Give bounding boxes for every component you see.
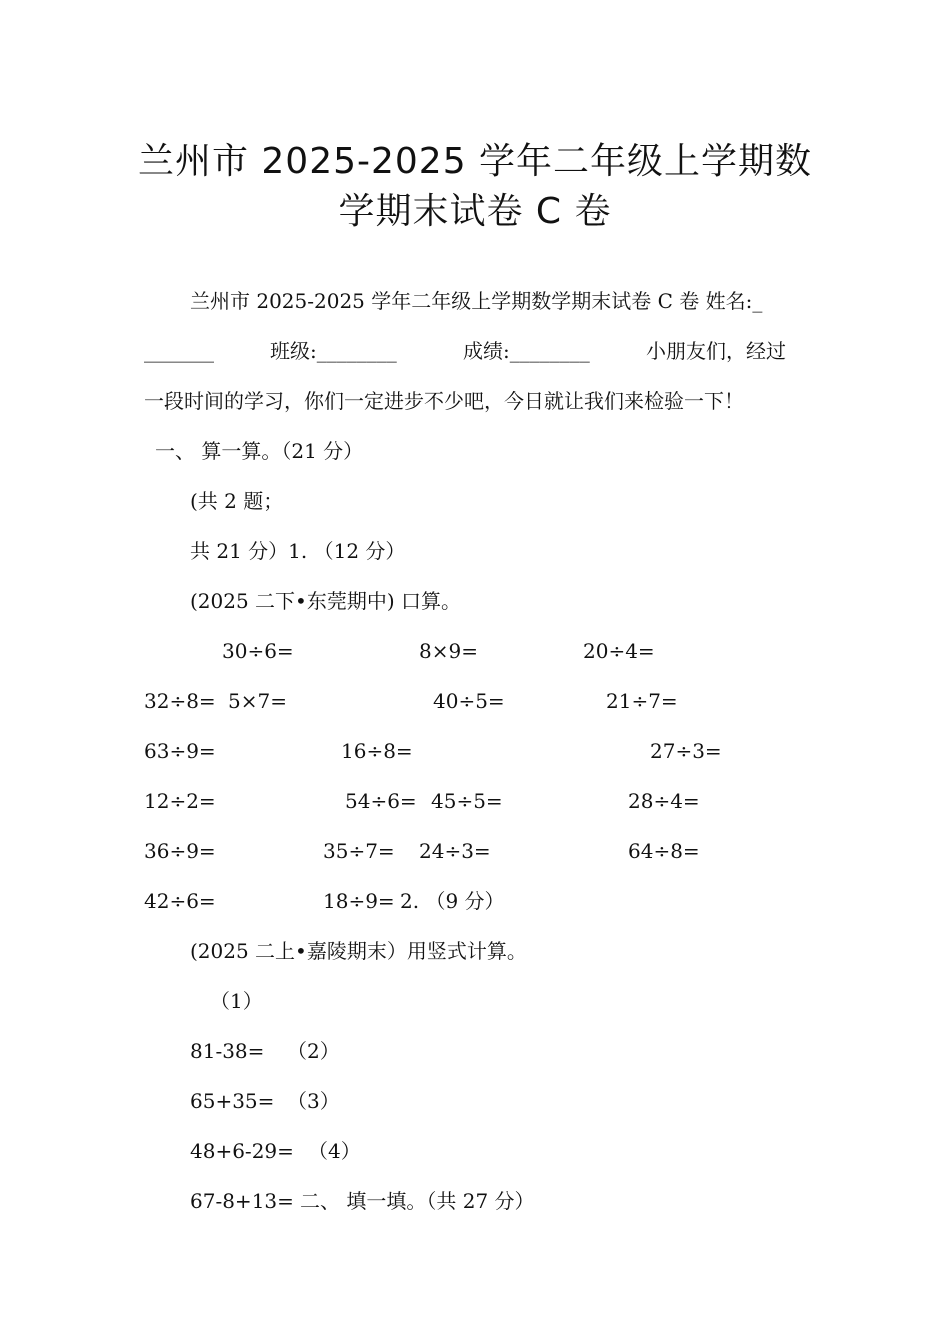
section1-heading: 一、 算一算。（21 分） [155, 439, 364, 463]
score-field: 成绩:________ [463, 339, 590, 363]
section1-meta-2: 共 21 分）1. （12 分） [190, 539, 406, 563]
oral-problem: 8×9= [419, 639, 478, 663]
oral-problem: 45÷5= [431, 789, 503, 813]
intro-text-part1: 小朋友们，经过 [646, 339, 786, 363]
oral-problem: 63÷9= [144, 739, 216, 763]
name-blank: _______ [144, 339, 214, 363]
oral-problem: 12÷2= [144, 789, 216, 813]
oral-problem: 21÷7= [606, 689, 678, 713]
oral-problem: 36÷9= [144, 839, 216, 863]
oral-problem: 16÷8= [341, 739, 413, 763]
page-title-line2: 学期末试卷 C 卷 [338, 191, 612, 232]
oral-problem: 42÷6= [144, 889, 216, 913]
oral-problem: 5×7= [228, 689, 287, 713]
q2-expression: 48+6-29= [190, 1139, 294, 1163]
section2-heading: 二、 填一填。（共 27 分） [300, 1189, 535, 1213]
q2-sub-label: （4） [308, 1139, 361, 1163]
oral-problem: 18÷9= [323, 889, 395, 913]
oral-problem: 32÷8= [144, 689, 216, 713]
q2-source: (2025 二上•嘉陵期末）用竖式计算。 [190, 939, 527, 963]
oral-problem: 24÷3= [419, 839, 491, 863]
oral-problem: 35÷7= [323, 839, 395, 863]
q2-expression: 67-8+13= [190, 1189, 294, 1213]
oral-problem: 64÷8= [628, 839, 700, 863]
intro-text-part2: 一段时间的学习，你们一定进步不少吧，今日就让我们来检验一下！ [144, 389, 744, 413]
oral-problem: 28÷4= [628, 789, 700, 813]
section1-meta-1: (共 2 题； [190, 489, 284, 513]
q1-source: (2025 二下•东莞期中) 口算。 [190, 589, 462, 613]
oral-problem: 54÷6= [345, 789, 417, 813]
header-line: 兰州市 2025-2025 学年二年级上学期数学期末试卷 C 卷 姓名:_ [190, 289, 763, 313]
oral-problem: 40÷5= [433, 689, 505, 713]
oral-problem: 20÷4= [583, 639, 655, 663]
q2-sub-label: （1） [210, 989, 263, 1013]
oral-problem: 30÷6= [222, 639, 294, 663]
class-field: 班级:________ [270, 339, 397, 363]
q2-sub-label: （2） [287, 1039, 340, 1063]
page-title-line1: 兰州市 2025-2025 学年二年级上学期数 [137, 141, 813, 182]
oral-problem: 27÷3= [650, 739, 722, 763]
q2-label: 2. （9 分） [400, 889, 505, 913]
q2-expression: 65+35= [190, 1089, 275, 1113]
q2-expression: 81-38= [190, 1039, 265, 1063]
q2-sub-label: （3） [287, 1089, 340, 1113]
